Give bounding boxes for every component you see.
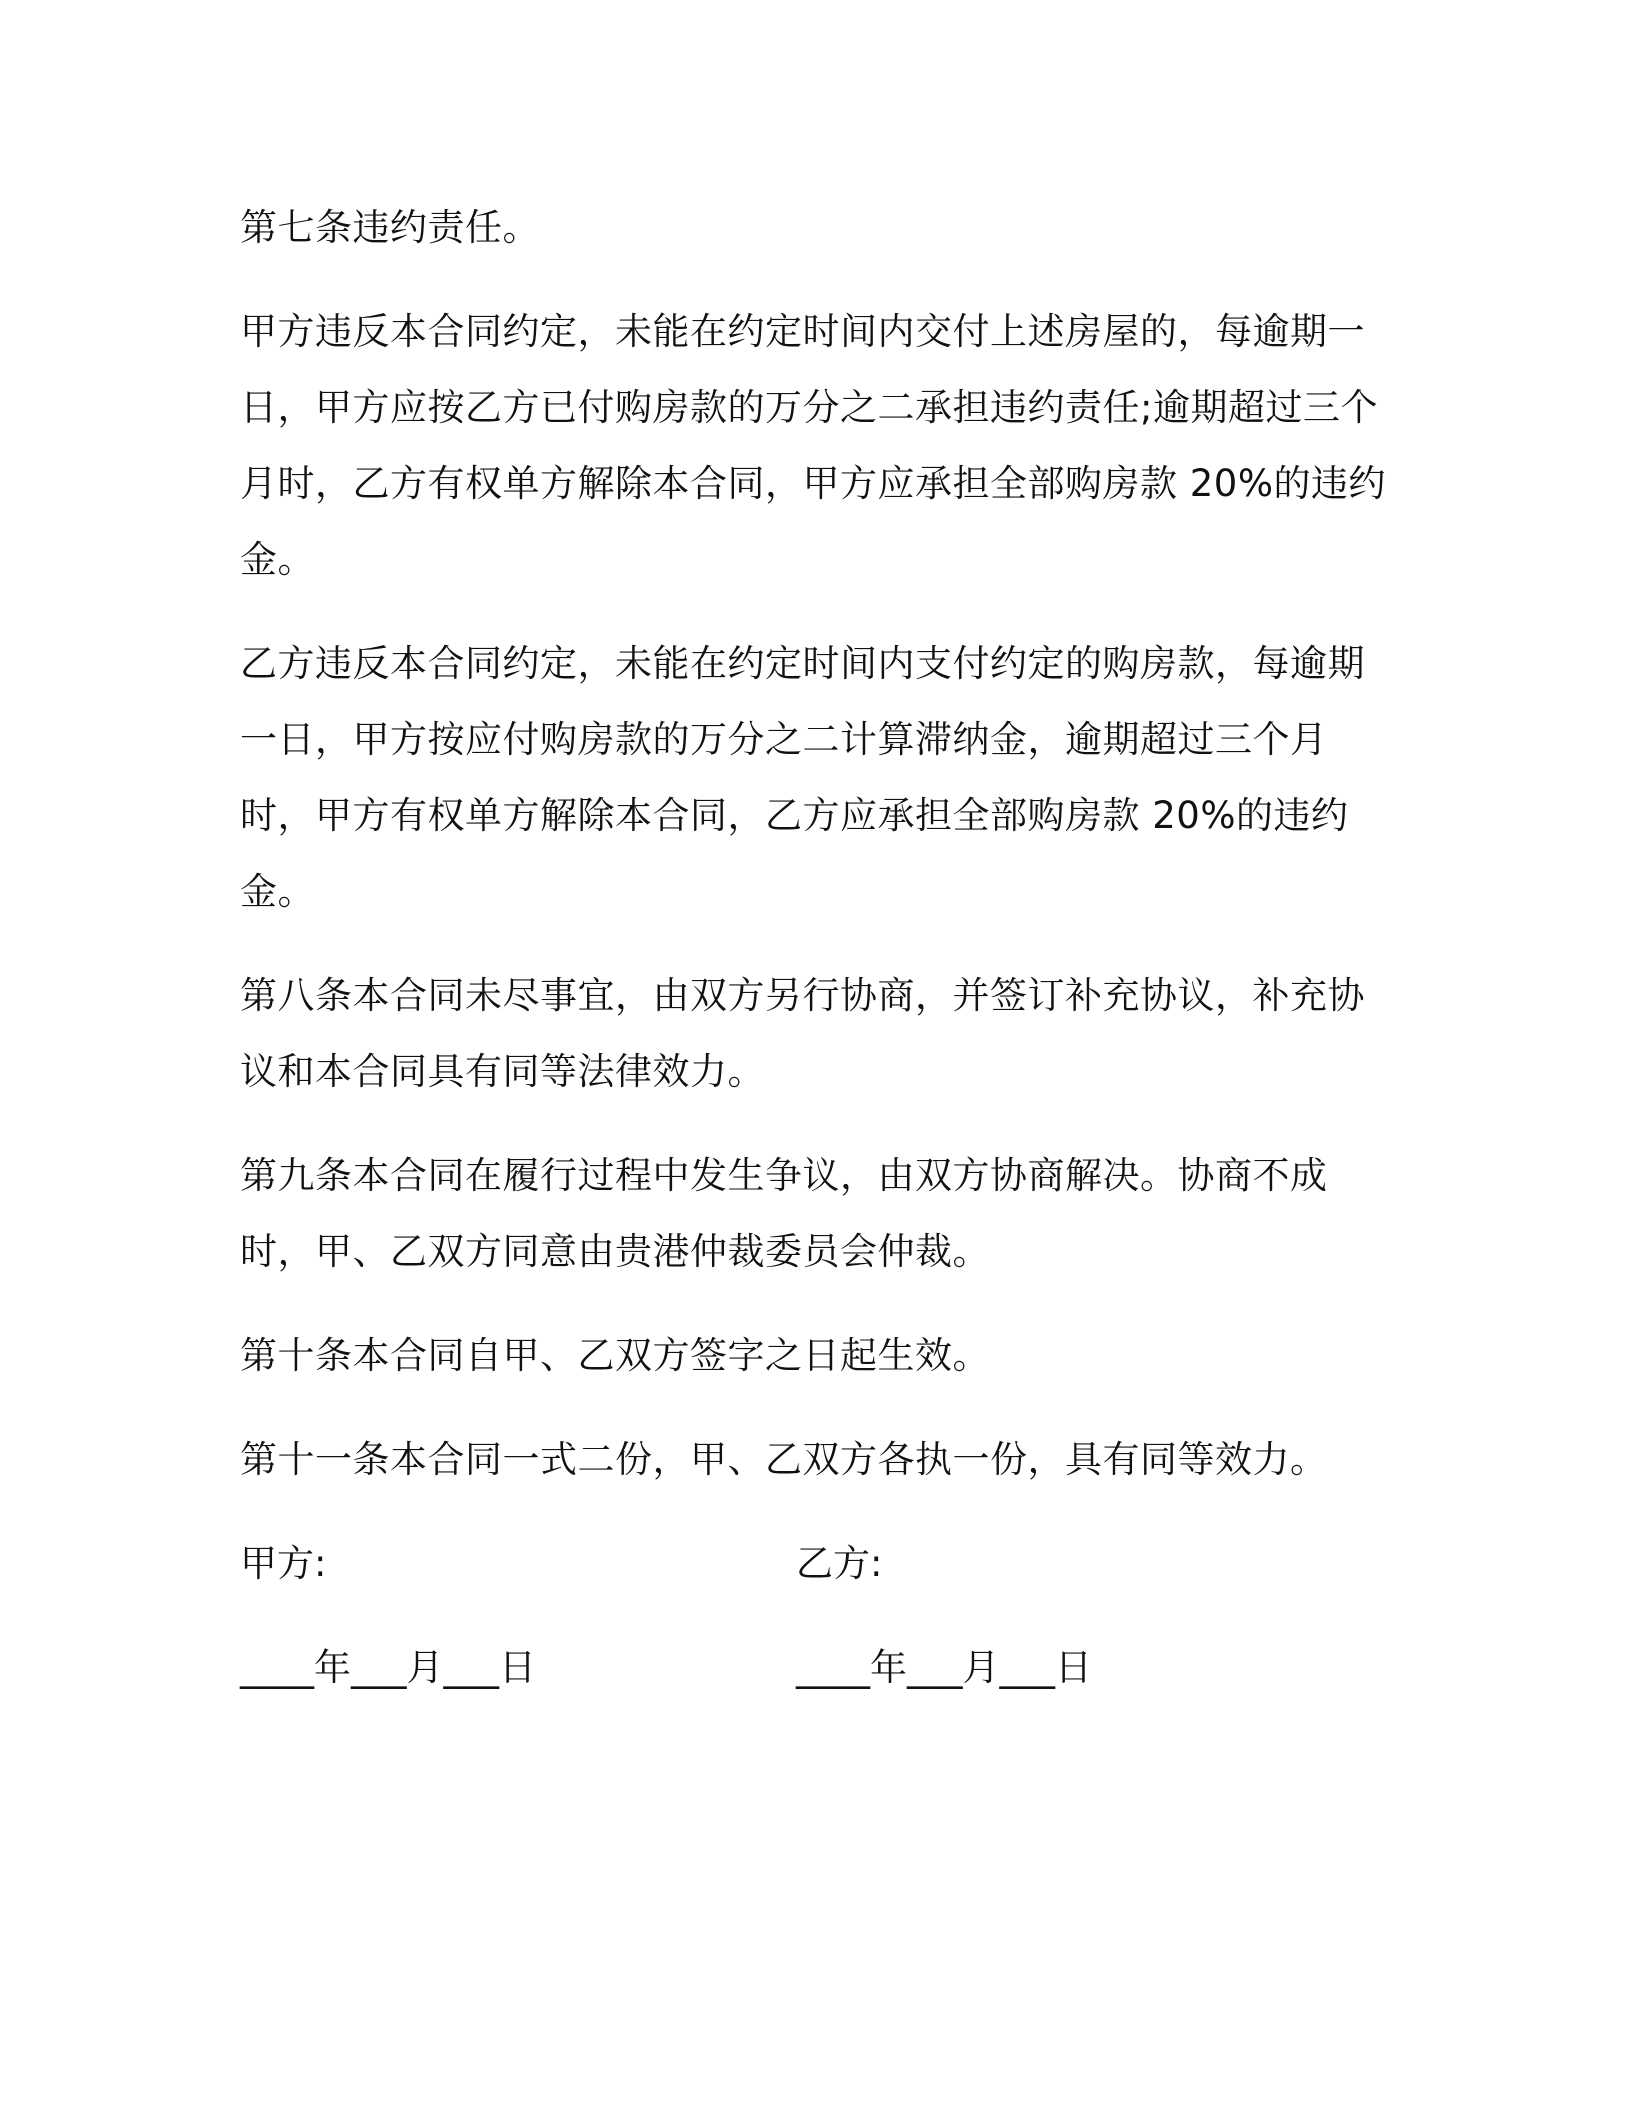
article-7-title: 第七条违约责任。 bbox=[240, 206, 540, 249]
article-7-paragraph-1: 甲方违反本合同约定，未能在约定时间内交付上述房屋的，每逾期一日，甲方应按乙方已付购房款的万分之二承担违约责任;逾期超过三个月时，乙方有权单方解除本合同，甲方应承担全部购房款 20%的违约金。 bbox=[240, 310, 1386, 581]
article-10: 第十条本合同自甲、乙双方签字之日起生效。 bbox=[240, 1334, 990, 1377]
contract-body bbox=[240, 190, 1400, 1734]
party-a-date: ____年___月___日 bbox=[240, 1646, 536, 1689]
signature-date-row bbox=[240, 1630, 1400, 1706]
article-9: 第九条本合同在履行过程中发生争议，由双方协商解决。协商不成时，甲、乙双方同意由贵港仲裁委员会仲裁。 bbox=[240, 1154, 1328, 1273]
article-7-paragraph-2: 乙方违反本合同约定，未能在约定时间内支付约定的购房款，每逾期一日，甲方按应付购房款的万分之二计算滞纳金，逾期超过三个月时，甲方有权单方解除本合同，乙方应承担全部购房款 20%的违约金。 bbox=[240, 642, 1365, 913]
signature-party-row bbox=[240, 1526, 1400, 1602]
party-a-label: 甲方: bbox=[240, 1542, 327, 1585]
article-11: 第十一条本合同一式二份，甲、乙双方各执一份，具有同等效力。 bbox=[240, 1438, 1328, 1481]
party-b-label: 乙方: bbox=[796, 1542, 883, 1585]
party-b-date: ____年___月___日 bbox=[796, 1646, 1092, 1689]
article-8: 第八条本合同未尽事宜，由双方另行协商，并签订补充协议，补充协议和本合同具有同等法律效力。 bbox=[240, 974, 1365, 1093]
